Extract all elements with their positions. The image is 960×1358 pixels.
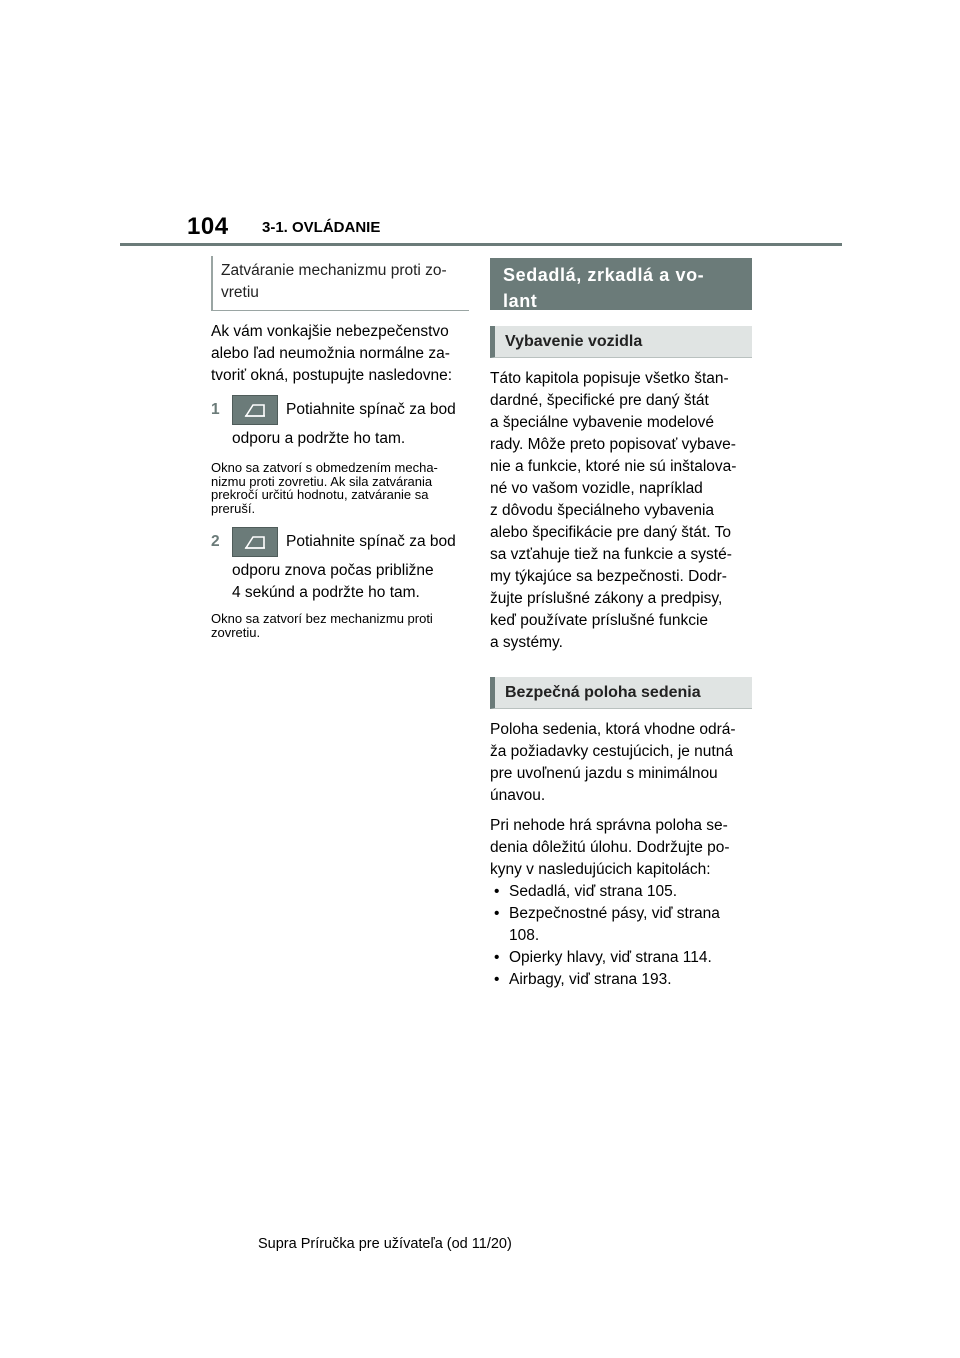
text-line: denia dôležitú úlohu. Dodržujte po- bbox=[490, 839, 730, 856]
text-line: zovretiu. bbox=[211, 624, 261, 640]
text-line: z dôvodu špeciálneho vybavenia bbox=[490, 502, 715, 519]
step-note bbox=[211, 612, 469, 639]
text-line: sa vzťahuje tiež na funkcie a systé- bbox=[490, 546, 732, 563]
note-box-line: vretiu bbox=[221, 284, 259, 301]
text-line: my týkajúce sa bezpečnosti. Dodr- bbox=[490, 568, 727, 585]
text-line: Poloha sedenia, ktorá vhodne odrá- bbox=[490, 721, 736, 738]
text-line: nie a funkcie, ktoré nie sú inštalova- bbox=[490, 458, 737, 475]
text-line: únavou. bbox=[490, 787, 546, 804]
text-line: prekročí určitú hodnotu, zatváranie sa bbox=[211, 487, 429, 502]
subheading-bezpecna-poloha: Bezpečná poloha sedenia bbox=[490, 677, 752, 709]
chapter-title: 3-1. OVLÁDANIE bbox=[262, 219, 381, 236]
list-item bbox=[490, 947, 752, 969]
note-box-line: Zatváranie mechanizmu proti zo- bbox=[221, 262, 447, 279]
step-rest bbox=[211, 428, 469, 450]
step-1 bbox=[211, 395, 469, 450]
note-box bbox=[211, 256, 469, 311]
left-column bbox=[211, 256, 469, 639]
text-line: dardné, špecifické pre daný štát bbox=[490, 392, 709, 409]
text-line: kyny v nasledujúcich kapitolách: bbox=[490, 861, 711, 878]
intro-paragraph bbox=[211, 321, 469, 387]
list-item-text: Opierky hlavy, viď strana 114. bbox=[509, 949, 712, 966]
seating-paragraph-1 bbox=[490, 719, 752, 807]
heading-line: lant bbox=[503, 291, 538, 311]
text-line: preruší. bbox=[211, 500, 256, 516]
text-line: ža požiadavky cestujúcich, je nutná bbox=[490, 743, 733, 760]
list-item-text: 108. bbox=[509, 927, 540, 944]
section-heading bbox=[490, 258, 752, 310]
text-line: a systémy. bbox=[490, 634, 563, 651]
list-item-text: • Bezpečnostné pásy, viď strana bbox=[509, 905, 720, 922]
text-line: Ak vám vonkajšie nebezpečenstvo bbox=[211, 323, 449, 340]
text-line: nizmu proti zovretiu. Ak sila zatvárania bbox=[211, 473, 433, 489]
window-switch-icon bbox=[232, 395, 278, 425]
header-divider bbox=[120, 243, 842, 246]
step-text: Potiahnite spínač za bod bbox=[286, 401, 456, 418]
step-text: Potiahnite spínač za bod bbox=[286, 533, 456, 550]
text-line: 4 sekúnd a podržte ho tam. bbox=[232, 584, 420, 601]
subheading-vybavenie: Vybavenie vozidla bbox=[490, 326, 752, 358]
text-line: a špeciálne vybavenie modelové bbox=[490, 414, 715, 431]
equipment-paragraph bbox=[490, 368, 752, 654]
step-number: 2 bbox=[211, 533, 220, 550]
text-line: alebo špecifikácie pre daný štát. To bbox=[490, 524, 731, 541]
window-switch-icon bbox=[232, 527, 278, 557]
text-line: Okno sa zatvorí s obmedzením mecha- bbox=[211, 460, 438, 475]
text-line: odporu a podržte ho tam. bbox=[232, 430, 406, 447]
text-line: Pri nehode hrá správna poloha se- bbox=[490, 817, 728, 834]
list-item bbox=[490, 881, 752, 903]
text-line: Okno sa zatvorí bez mechanizmu proti bbox=[211, 611, 433, 626]
text-line: né vo vašom vozidle, napríklad bbox=[490, 480, 703, 497]
text-line: žujte príslušné zákony a predpisy, bbox=[490, 590, 723, 607]
text-line: rady. Môže preto popisovať vybave- bbox=[490, 436, 736, 453]
step-number: 1 bbox=[211, 401, 220, 418]
text-line: keď používate príslušné funkcie bbox=[490, 612, 709, 629]
heading-line: Sedadlá, zrkadlá a vo- bbox=[503, 265, 705, 285]
footer-text: Supra Príručka pre užívateľa (od 11/20) bbox=[258, 1236, 512, 1252]
seating-paragraph-2 bbox=[490, 815, 752, 881]
text-line: pre uvoľnenú jazdu s minimálnou bbox=[490, 765, 718, 782]
text-line: alebo ľad neumožnia normálne za- bbox=[211, 345, 450, 362]
list-item bbox=[490, 903, 752, 947]
text-line: Táto kapitola popisuje všetko štan- bbox=[490, 370, 729, 387]
list-item-text: Sedadlá, viď strana 105. bbox=[509, 883, 678, 900]
list-item bbox=[490, 969, 752, 991]
step-note bbox=[211, 461, 469, 515]
step-first-line bbox=[211, 395, 469, 425]
text-line: tvoriť okná, postupujte nasledovne: bbox=[211, 367, 453, 384]
page-number: 104 bbox=[187, 213, 229, 240]
chapter-reference-list bbox=[490, 881, 752, 991]
step-2 bbox=[211, 527, 469, 604]
text-line: odporu znova počas približne bbox=[232, 562, 434, 579]
step-rest bbox=[211, 560, 469, 604]
step-first-line bbox=[211, 527, 469, 557]
list-item-text: Airbagy, viď strana 193. bbox=[509, 971, 672, 988]
right-column bbox=[490, 258, 752, 991]
